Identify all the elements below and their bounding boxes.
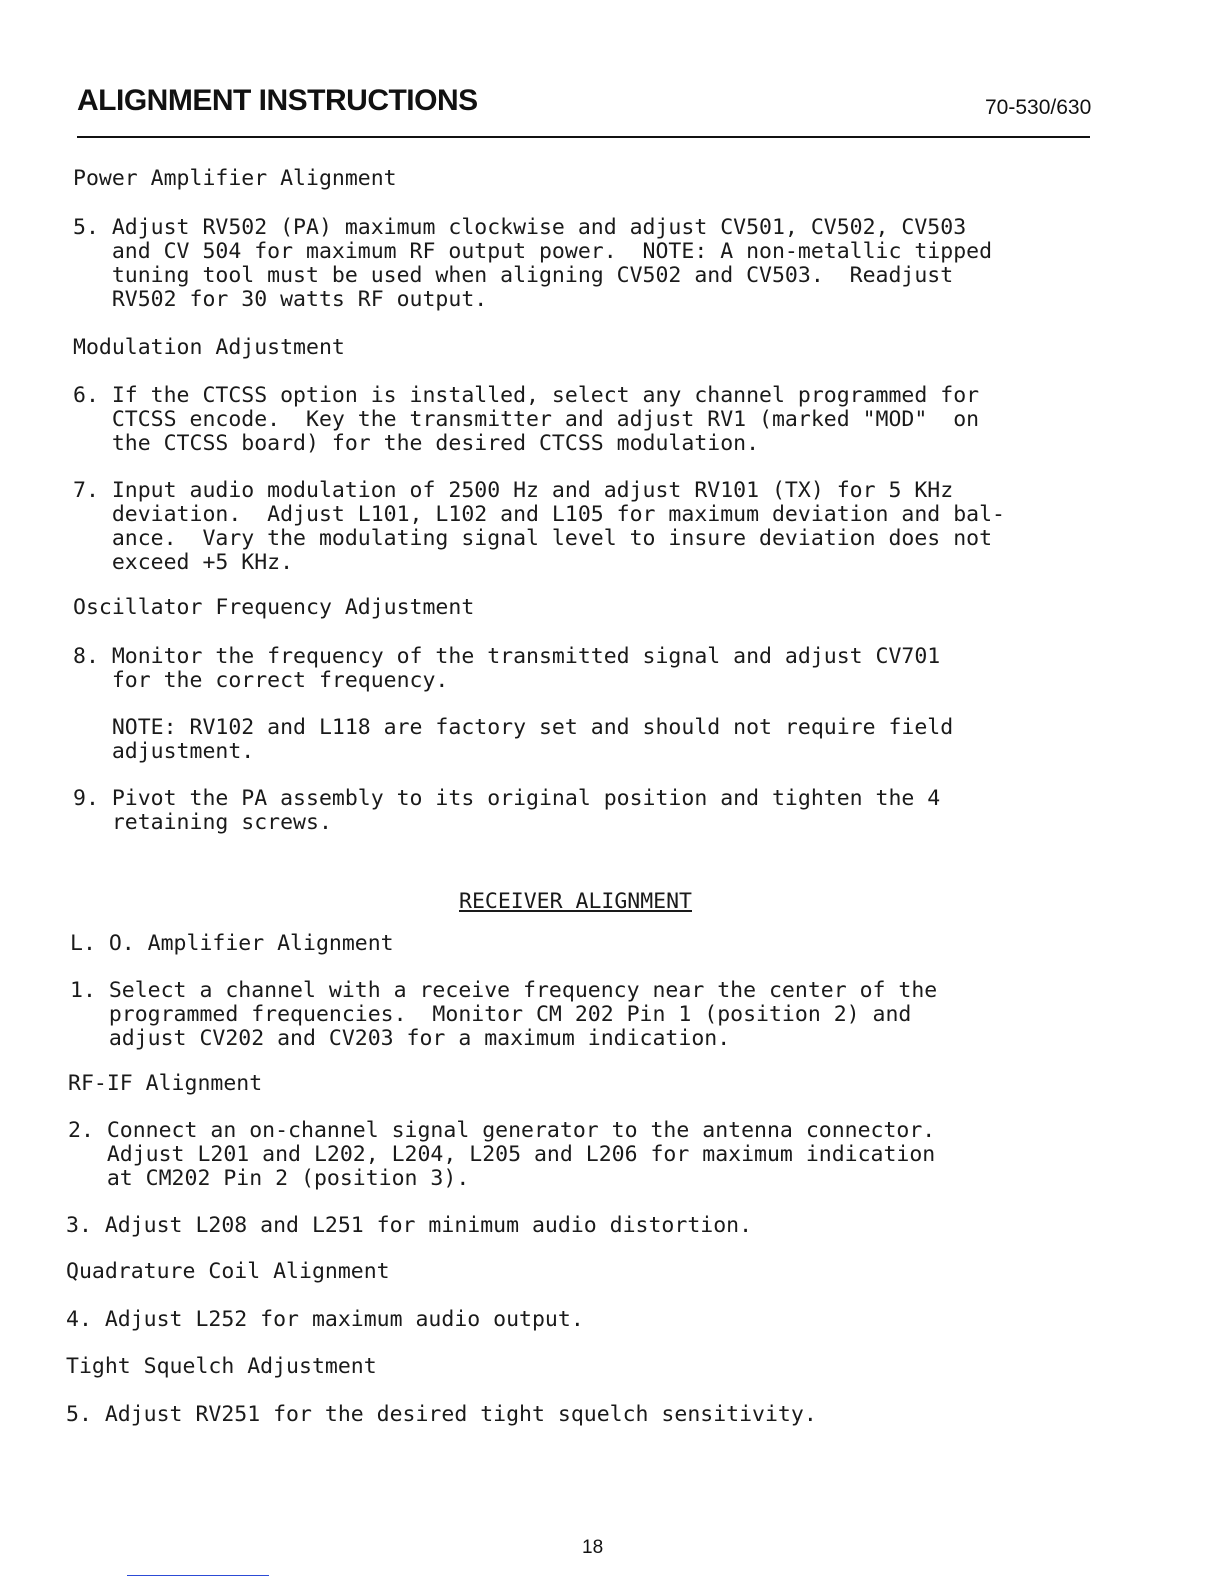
step-5-line-4: RV502 for 30 watts RF output. [73, 287, 488, 312]
page-number: 18 [582, 1537, 604, 1558]
bottom-rule [127, 1575, 269, 1576]
step-9-line-1: 9. Pivot the PA assembly to its original position and tighten the 4 [73, 786, 941, 811]
receiver-alignment-heading: RECEIVER ALIGNMENT [459, 889, 692, 914]
step-7-line-4: exceed +5 KHz. [73, 550, 294, 575]
header-title: ALIGNMENT INSTRUCTIONS [77, 84, 478, 117]
step-9-line-2: retaining screws. [73, 810, 332, 835]
heading-rf-if: RF-IF Alignment [68, 1071, 263, 1096]
header-rule [77, 136, 1090, 138]
rx-step-3: 3. Adjust L208 and L251 for minimum audio distortion. [66, 1213, 753, 1238]
step-8-line-2: for the correct frequency. [73, 668, 449, 693]
heading-power-amplifier: Power Amplifier Alignment [73, 166, 397, 191]
rx-step-5: 5. Adjust RV251 for the desired tight squelch sensitivity. [66, 1402, 817, 1427]
step-8-line-1: 8. Monitor the frequency of the transmitted signal and adjust CV701 [73, 644, 941, 669]
heading-lo-amplifier: L. O. Amplifier Alignment [70, 931, 394, 956]
heading-quadrature: Quadrature Coil Alignment [66, 1259, 390, 1284]
note-8-line-2: adjustment. [73, 739, 255, 764]
step-5-line-1: 5. Adjust RV502 (PA) maximum clockwise and adjust CV501, CV502, CV503 [73, 215, 967, 240]
step-7-line-1: 7. Input audio modulation of 2500 Hz and adjust RV101 (TX) for 5 KHz [73, 478, 954, 503]
rx-step-2-line-1: 2. Connect an on-channel signal generator to the antenna connector. [68, 1118, 936, 1143]
heading-tight-squelch: Tight Squelch Adjustment [66, 1354, 377, 1379]
step-5-line-2: and CV 504 for maximum RF output power. NOTE: A non-metallic tipped [73, 239, 993, 264]
rx-step-2-line-3: at CM202 Pin 2 (position 3). [68, 1166, 470, 1191]
note-8-line-1: NOTE: RV102 and L118 are factory set and should not require field [73, 715, 954, 740]
rx-step-4: 4. Adjust L252 for maximum audio output. [66, 1307, 584, 1332]
step-6-line-2: CTCSS encode. Key the transmitter and adjust RV1 (marked "MOD" on [73, 407, 980, 432]
rx-step-1-line-2: programmed frequencies. Monitor CM 202 Pin 1 (position 2) and [70, 1002, 912, 1027]
step-5-line-3: tuning tool must be used when aligning CV502 and CV503. Readjust [73, 263, 954, 288]
doc-number: 70-530/630 [985, 96, 1092, 119]
heading-modulation: Modulation Adjustment [73, 335, 345, 360]
step-7-line-2: deviation. Adjust L101, L102 and L105 for maximum deviation and bal- [73, 502, 1005, 527]
step-6-line-1: 6. If the CTCSS option is installed, select any channel programmed for [73, 383, 980, 408]
step-7-line-3: ance. Vary the modulating signal level to insure deviation does not [73, 526, 993, 551]
rx-step-2-line-2: Adjust L201 and L202, L204, L205 and L206 for maximum indication [68, 1142, 936, 1167]
step-6-line-3: the CTCSS board) for the desired CTCSS modulation. [73, 431, 760, 456]
heading-oscillator: Oscillator Frequency Adjustment [73, 595, 475, 620]
rx-step-1-line-1: 1. Select a channel with a receive frequency near the center of the [70, 978, 938, 1003]
rx-step-1-line-3: adjust CV202 and CV203 for a maximum indication. [70, 1026, 731, 1051]
